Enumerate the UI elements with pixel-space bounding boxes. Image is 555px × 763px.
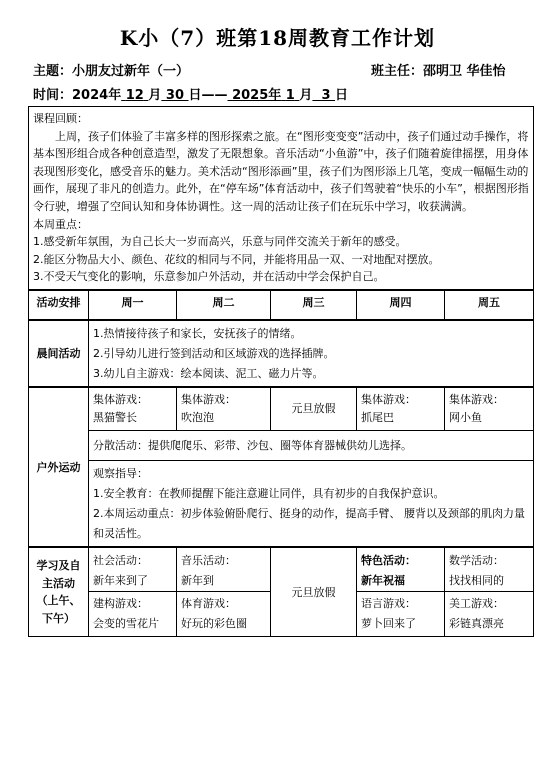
observe-item: 1.安全教育：在教师提醒下能注意避让同伴，具有初步的自我保护意识。: [93, 486, 445, 500]
header-cell: 周五: [445, 290, 534, 320]
study-label: 学习及自主活动（上午、下午）: [29, 547, 89, 637]
time-sep: 日——: [188, 88, 228, 103]
schedule-header-row: [29, 290, 534, 320]
study-fri: 数学活动： 找找相同的 美工游戏： 彩链真漂亮: [445, 547, 534, 637]
morning-item: 1.热情接待孩子和家长，安抚孩子的情绪。: [93, 326, 302, 340]
focus-item: 1.感受新年氛围，为自己长大一岁而高兴，乐意与同伴交流关于新年的感受。: [33, 235, 407, 249]
outdoor-game-mon: 集体游戏： 黑猫警长: [89, 387, 177, 430]
review-heading: 课程回顾：: [33, 112, 88, 125]
time-label: 时间：: [33, 88, 73, 103]
study-wed: 元旦放假: [271, 547, 357, 637]
meta-time-row: [33, 84, 348, 103]
morning-item: 2.引导幼儿进行签到活动和区域游戏的选择插牌。: [93, 346, 335, 360]
time-year2: 2025年: [232, 88, 282, 103]
observe-item: 2.本周运动重点：初步体验俯卧爬行、挺身的动作，提高手臂、 腰背以及颈部的肌肉力量和灵活性。: [93, 506, 525, 540]
study-thu: 特色活动： 新年祝福 语言游戏： 萝卜回来了: [357, 547, 445, 637]
header-cell: 周三: [271, 290, 357, 320]
header-cell: 周一: [89, 290, 177, 320]
time-month-char1: 月: [148, 88, 162, 103]
morning-content: [89, 320, 534, 387]
outdoor-scatter-row: [29, 430, 534, 461]
focus-item: 3.不受天气变化的影响，乐意参加户外活动，并在活动中学会保护自己。: [33, 270, 385, 284]
outdoor-observe: [89, 461, 534, 548]
header-cell: 活动安排: [29, 290, 89, 320]
plan-table: [28, 106, 534, 637]
focus-item: 2.能区分物品大小、颜色、花纹的相同与不同，并能将用品一双、一对地配对摆放。: [33, 252, 440, 266]
time-day1: 30: [165, 88, 184, 103]
time-month2: 1: [285, 88, 295, 103]
morning-item: 3.幼儿自主游戏：绘本阅读、泥工、磁力片等。: [93, 366, 324, 380]
time-day2: 3: [321, 88, 331, 103]
outdoor-label: 户外运动: [29, 387, 89, 547]
outdoor-game-wed: 元旦放假: [271, 387, 357, 430]
study-row: [29, 547, 534, 637]
time-month1: 12: [125, 88, 144, 103]
morning-row: [29, 320, 534, 387]
observe-heading: 观察指导：: [93, 467, 148, 481]
time-day-char: 日: [335, 88, 349, 103]
outdoor-scatter: 分散活动：提供爬爬乐、彩带、沙包、圈等体育器械供幼儿选择。: [89, 430, 534, 461]
outdoor-observe-row: [29, 461, 534, 548]
focus-heading: 本周重点：: [33, 217, 88, 231]
study-tue: 音乐活动： 新年到 体育游戏： 好玩的彩色圈: [177, 547, 271, 637]
header-cell: 周四: [357, 290, 445, 320]
theme-value: 小朋友过新年（一）: [72, 64, 190, 79]
page-title: K小（7）班第18周教育工作计划: [119, 26, 436, 50]
time-year1: 2024年: [72, 88, 122, 103]
outdoor-games-row: [29, 387, 534, 430]
teacher-label: 班主任：: [371, 64, 424, 79]
morning-label: 晨间活动: [29, 320, 89, 387]
header-cell: 周二: [177, 290, 271, 320]
outdoor-game-tue: 集体游戏： 吹泡泡: [177, 387, 271, 430]
review-paragraph: 上周，孩子们体验了丰富多样的图形探索之旅。在“图形变变变”活动中，孩子们通过动手操作，将基本图形组合成各种创意造型，激发了无限想象。音乐活动“小鱼游”中，孩子们随着旋律摇摆，用身体表现图形变化，感受音乐的魅力。美术活动“图形添画”里，孩子们为图形添上几笔，变成一幅幅生动的画作，展现了非凡的创造力。此外，在“停车场”体育活动中，孩子们驾驶着“快乐的小车”，根据图形指令行驶，增强了空间认知和身体协调性。这一周的活动让孩子们在玩乐中学习，收获满满。: [33, 129, 529, 213]
teacher-value: 邵明卫 华佳怡: [423, 64, 506, 79]
meta-theme-row: [33, 60, 531, 79]
theme-label: 主题：: [33, 64, 73, 79]
review-cell: [29, 107, 534, 290]
outdoor-game-thu: 集体游戏： 抓尾巴: [357, 387, 445, 430]
outdoor-game-fri: 集体游戏： 网小鱼: [445, 387, 534, 430]
study-mon: 社会活动： 新年来到了 建构游戏： 会变的雪花片: [89, 547, 177, 637]
teacher-block: [371, 60, 506, 79]
time-month-char2: 月: [299, 88, 313, 103]
